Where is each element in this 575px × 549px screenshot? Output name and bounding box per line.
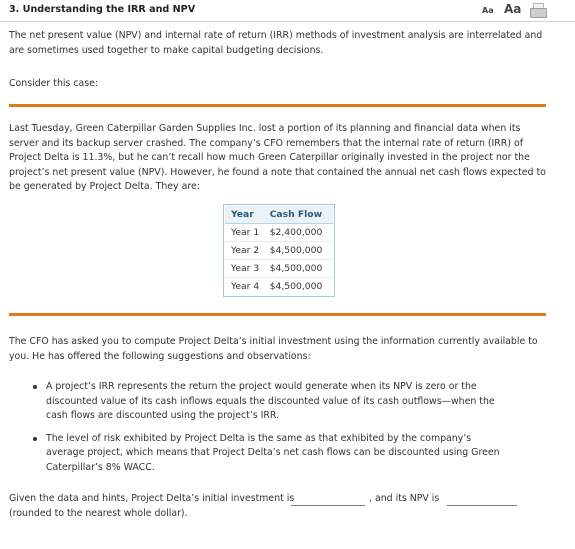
hint-list [30, 380, 500, 484]
consider-label: Consider this case: [9, 78, 99, 89]
year-cell: Year 3 [225, 260, 266, 278]
cfo-paragraph: The CFO has asked you to compute Project Delta’s initial investment using the information currently available to you. He has offered the following suggestions and observations: [9, 336, 538, 362]
cash-flow-cell: $4,500,000 [266, 242, 333, 260]
cash-flow-column-header: Cash Flow [266, 206, 333, 224]
cash-flow-table [223, 204, 335, 297]
bullet-icon [33, 385, 37, 389]
investment-answer-field[interactable] [291, 504, 365, 506]
list-item [30, 380, 500, 424]
question-title: 3. Understanding the IRR and NPV [9, 4, 196, 15]
intro-paragraph: The net present value (NPV) and internal rate of return (IRR) methods of investment analysis are interrelated and are sometimes used together to make capital budgeting decisions. [9, 30, 543, 56]
hint-text: The level of risk exhibited by Project Delta is the same as that exhibited by the company’s average project, which means that Project Delta’s net cash flows can be discounted using Green Caterpillar’s 8% WACC. [46, 432, 500, 473]
npv-answer-field[interactable] [447, 504, 517, 506]
case-divider-bottom [9, 313, 546, 316]
table-header-row [225, 206, 333, 224]
cash-flow-cell: $4,500,000 [266, 278, 333, 296]
table-row [225, 260, 333, 278]
case-divider-top [9, 104, 546, 107]
hint-text: A project’s IRR represents the return the project would generate when its NPV is zero or the discounted value of its cash inflows equals the discounted value of its cash outflows—when the cash flows are discounted using the project’s IRR. [46, 381, 495, 422]
case-paragraph: Last Tuesday, Green Caterpillar Garden Supplies Inc. lost a portion of its planning and financial data when its server and its backup server crashed. The company’s CFO remembers that the internal rate of return (IRR) of Project Delta is 11.3%, but he can’t recall how much Green Caterpillar originally invested in the project nor the project’s net present value (NPV). However, he found a note that contained the annual net cash flows expected to be generated by Project Delta. They are: [9, 123, 546, 193]
year-cell: Year 1 [231, 227, 260, 238]
question-header [0, 0, 575, 22]
year-cell: Year 2 [225, 242, 266, 260]
year-cell: Year 4 [225, 278, 266, 296]
increase-font-button[interactable]: Aa [504, 2, 522, 16]
table-row [225, 224, 333, 242]
printer-icon[interactable] [530, 3, 546, 17]
list-item [30, 432, 500, 476]
decrease-font-button[interactable]: Aa [482, 6, 494, 15]
cash-flow-cell: $2,400,000 [269, 227, 323, 238]
table-row [225, 242, 333, 260]
cash-flow-cell: $4,500,000 [266, 260, 333, 278]
answer-prompt-suffix: (rounded to the nearest whole dollar). [9, 508, 188, 519]
table-row [225, 278, 333, 296]
answer-prompt-middle: , and its NPV is [369, 493, 440, 504]
answer-prompt-prefix: Given the data and hints, Project Delta’s initial investment is [9, 493, 295, 504]
header-divider [0, 21, 575, 22]
year-column-header: Year [225, 206, 266, 224]
bullet-icon [33, 437, 37, 441]
